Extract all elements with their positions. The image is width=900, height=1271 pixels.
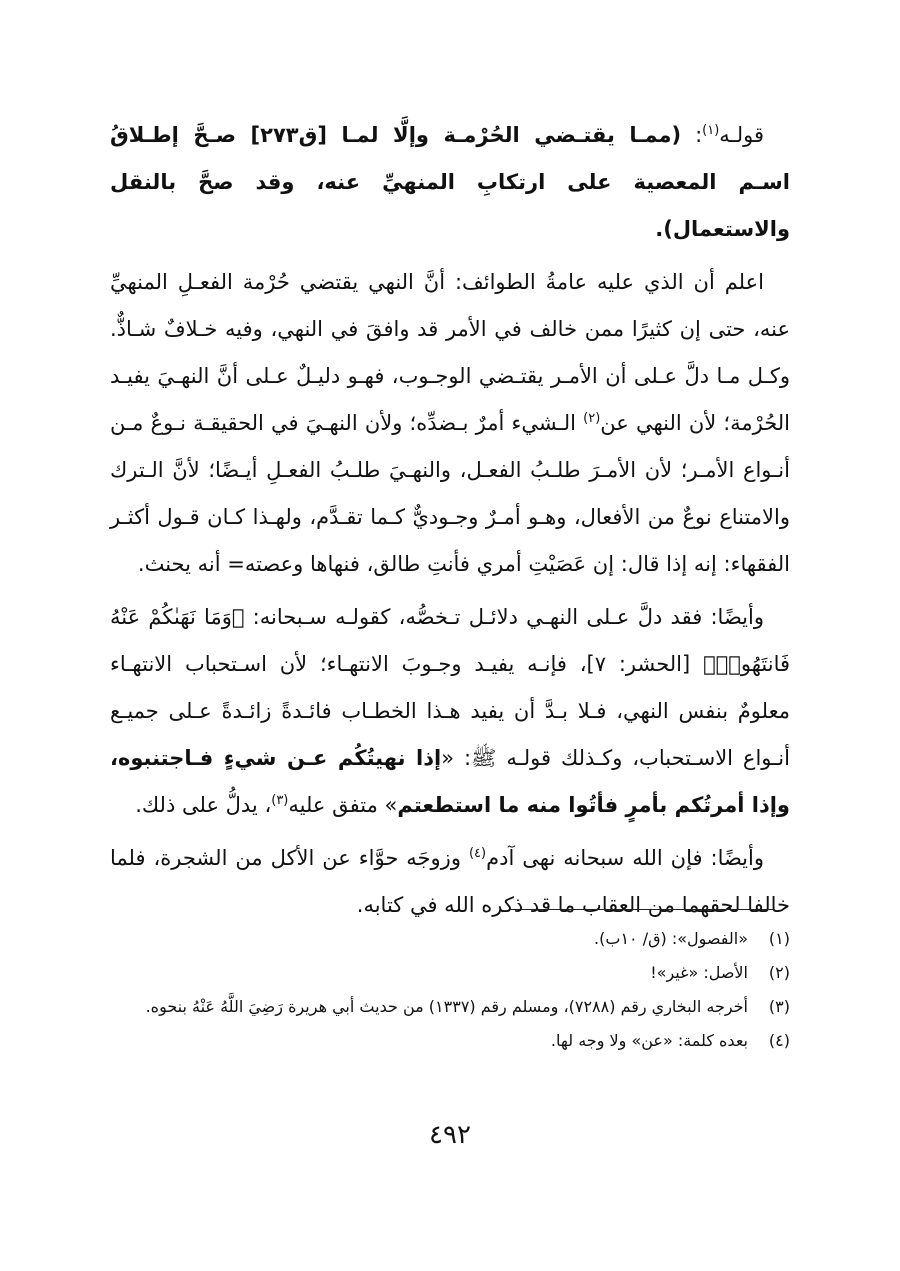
quoted-text: (ممـا يقتـضي الحُرْمـة وإلَّا لمـا [ق٢٧٣] صـحَّ إطـلاقُ اسـم المعصية على ارتكابِ المنهيِّ عنه، وقد صحَّ بالنقل والاستعمال). bbox=[110, 123, 790, 241]
paragraph-4 bbox=[110, 835, 790, 929]
footnote-text: الأصل: «غير»! bbox=[650, 963, 748, 982]
paragraph-2-part-a: اعلم أن الذي عليه عامةُ الطوائف: أنَّ النهي يقتضي حُرْمة الفعـلِ المنهيِّ عنه، حتى إن كثيرًا ممن خالف في الأمر قد وافقَ في النهي، وفيه خـلافٌ شـاذٌّ. وكـل مـا دلَّ عـلى أن الأمـر يقتـضي الوجـوب، فهـو دليـلٌ عـلى أنَّ النهـيَ يفيـد الحُرْمة؛ لأن النهي عن bbox=[110, 270, 790, 435]
paragraph-3-part-a: وأيضًا: فقد دلَّ عـلى النهـي دلائـل تـخصُّه، كقولـه سـبحانه: bbox=[244, 605, 764, 629]
footnote-ref-3: (٣) bbox=[271, 793, 289, 808]
footnote-text: أخرجه البخاري رقم (٧٢٨٨)، ومسلم رقم (١٣٣٧) من حديث أبي هريرة رَضِيَ اللَّهُ عَنْهُ بنحوه. bbox=[145, 997, 748, 1016]
hadith-text: إذا نهيتُكُم عـن شيءٍ فـاجتنبوه، وإذا أمرتُكم بأمرٍ فأتُوا منه ما استطعتم bbox=[110, 746, 790, 817]
paragraph-3-part-b: [الحشر: ٧]، فإنـه يفيـد وجـوبَ الانتهـاء؛ لأن اسـتحباب الانتهـاء معلومٌ بنفس النهي، فـلا بـدَّ أن يفيد هـذا الخطـاب فائـدةً زائـدةً عـلى جميـع أنـواع الاسـتحباب، وكـذلك قولـه ﷺ: « bbox=[110, 652, 790, 770]
footnote-text: بعده كلمة: «عن» ولا وجه لها. bbox=[550, 1031, 748, 1050]
footnote bbox=[110, 1024, 790, 1058]
main-text bbox=[110, 112, 790, 935]
paragraph-4-part-b: وزوجَه حوَّاء عن الأكل من الشجرة، فلما خالفا لحقهما من العقاب ما قد ذكره الله في كتابه. bbox=[110, 846, 790, 917]
paragraph-4-part-a: وأيضًا: فإن الله سبحانه نهى آدم bbox=[486, 846, 765, 870]
footnote-text: «الفصول»: (ق/ ١٠ب). bbox=[594, 929, 748, 948]
paragraph-3 bbox=[110, 594, 790, 829]
footnote-ref-1: (١) bbox=[702, 123, 720, 138]
footnote-number: (٤) bbox=[768, 1031, 790, 1050]
paragraph-lead: قولـه bbox=[719, 123, 764, 147]
footnote bbox=[110, 922, 790, 956]
paragraph-3-part-c: » متفق عليه bbox=[288, 793, 398, 817]
page-number: ٤٩٢ bbox=[429, 1120, 471, 1150]
quran-verse: ﴿وَمَا نَهَىٰكُمْ عَنْهُ فَانتَهُوا۟﴾ bbox=[110, 605, 791, 676]
paragraph-2-part-b: الـشيء أمرٌ بـضدِّه؛ ولأن النهـيَ في الحقيقـة نـوعٌ مـن أنـواع الأمـر؛ لأن الأمـرَ طلـبُ الفعـل، والنهـيَ طلـبُ الفعـلِ أيـضًا؛ لأنَّ الـترك والامتناع نوعٌ من الأفعال، وهـو أمـرٌ وجـوديٌّ كـما تقـدَّم، ولهـذا كـان قـول أكثـر الفقهاء: إنه إذا قال: إن عَصَيْتِ أمري فأنتِ طالق، فنهاها وعصته= أنه يحنث. bbox=[110, 411, 790, 576]
footnote bbox=[110, 990, 790, 1024]
paragraph-2 bbox=[110, 259, 790, 588]
footnote bbox=[110, 956, 790, 990]
paragraph-3-part-d: ، يدلُّ على ذلك. bbox=[135, 793, 272, 817]
colon: : bbox=[681, 123, 703, 147]
footnote-number: (٣) bbox=[768, 997, 790, 1016]
footnote-ref-2: (٢) bbox=[583, 411, 601, 426]
footnote-separator bbox=[510, 909, 774, 910]
footnote-number: (١) bbox=[768, 929, 790, 948]
footnote-number: (٢) bbox=[768, 963, 790, 982]
footnotes bbox=[110, 922, 790, 1058]
paragraph-1 bbox=[110, 112, 790, 253]
footnote-ref-4: (٤) bbox=[468, 846, 487, 861]
